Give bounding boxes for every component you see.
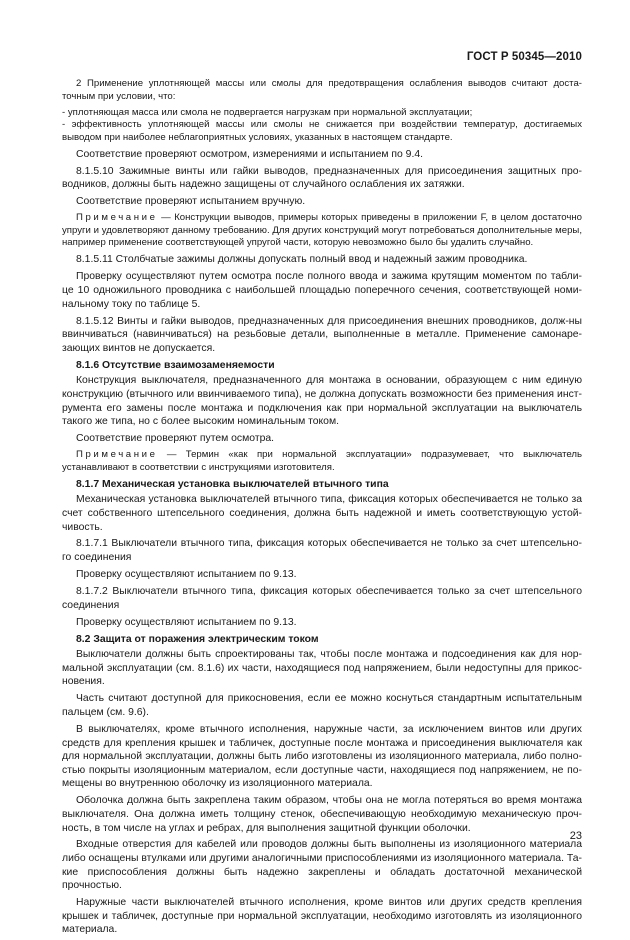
paragraph: В выключателях, кроме втычного исполнения, наружные части, за исключением винтов или других средств для крепления крышек и табличек, доступные после монтажа и присоединения выключателя как для нормальной эксплуатации, должны быть либо изготовлены из изоляционного материала, либо полно-стью покрыты изоляционным материалом, если доступные части, находящиеся под напряжением, не по-мещены во внутреннюю оболочку из изоляционного материала.	[62, 723, 582, 790]
section-heading: 8.1.6 Отсутствие взаимозаменяемости	[76, 359, 275, 371]
paragraph: Соответствие проверяют путем осмотра.	[76, 433, 275, 445]
note-label: Примечание	[76, 449, 158, 461]
note-label: Примечание	[76, 212, 158, 224]
paragraph: Выключатели должны быть спроектированы так, чтобы после монтажа и подсоединения как для нор-мальной эксплуатации (см. 8.1.6) их части, находящиеся под напряжением, были недоступны для прикос-новения.	[62, 649, 582, 688]
paragraph: Соответствие проверяют осмотром, измерениями и испытанием по 9.4.	[76, 148, 424, 160]
paragraph: Конструкция выключателя, предназначенного для монтажа в основании, образующем с ним единую конструкцию (втычного или ввинчиваемого типа), не должна допускать возможности без применения инст-румента его замены после монтажа и подключения как при нормальной эксплуатации на выключатель такого же типа, но с более высоким номинальным током.	[62, 375, 582, 428]
clause-paragraph: 8.1.5.10 Зажимные винты или гайки выводов, предназначенных для присоединения защитных про-водников, должны быть надежно защищены от случайного ослабления их затяжки.	[62, 165, 582, 191]
paragraph: Проверку осуществляют путем осмотра после полного ввода и зажима крутящим моментом по табли-це 10 одножильного проводника с наибольшей площадью поперечного сечения, соответствующей номи-нальному току по таблице 5.	[62, 271, 582, 310]
paragraph: Соответствие проверяют испытанием вручную.	[76, 196, 306, 208]
note-paragraph	[62, 449, 582, 474]
page-number: 23	[569, 830, 582, 842]
clause-paragraph: 8.1.5.11 Столбчатые зажимы должны допускать полный ввод и надежный зажим проводника.	[76, 254, 528, 266]
note-list-item: - эффективность уплотняющей массы или смолы не снижается при воздействии температур, достигаемых выводом при наиболее неблагоприятных условиях, указанных в настоящем стандарте.	[62, 119, 582, 143]
paragraph: Наружные части выключателей втычного исполнения, кроме винтов или других средств крепления крышек и табличек, доступные при нормальной эксплуатации, необходимо изготовлять из изоляционного материала.	[62, 897, 582, 936]
clause-paragraph: 8.1.5.12 Винты и гайки выводов, предназначенных для присоединения внешних проводников, долж-ны ввинчиваться (навинчиваться) на резьбовые детали, выполненные в металле. Применение самонаре-зающих винтов не допускается.	[62, 315, 582, 354]
note-text: — Конструкции выводов, примеры которых приведены в приложении F, в целом достаточно упруги и удовлетворяют данному требованию. Для других конструкций могут потребоваться дополнительные меры, например применение соответствующей упругой части, которую невозможно было бы удалить случайно.	[62, 212, 582, 249]
document-body	[62, 78, 582, 940]
note-text: — Термин «как при нормальной эксплуатации» подразумевает, что выключатель устанавливают в соответствии с инструкциями изготовителя.	[62, 449, 582, 473]
clause-paragraph: 8.1.7.2 Выключатели втычного типа, фиксация которых обеспечивается только за счет штепсельного соединения	[62, 586, 582, 611]
paragraph: Проверку осуществляют испытанием по 9.13.	[76, 616, 297, 628]
note-paragraph: 2 Применение уплотняющей массы или смолы для предотвращения ослабления выводов считают доста-точным при условии, что:	[62, 78, 582, 102]
paragraph: Проверку осуществляют испытанием по 9.13.	[76, 569, 297, 581]
note-list-item: - уплотняющая масса или смола не подвергается нагрузкам при нормальной эксплуатации;	[62, 106, 473, 118]
document-header: ГОСТ Р 50345—2010	[466, 51, 582, 63]
paragraph: Механическая установка выключателей втычного типа, фиксация которых обеспечивается не только за счет собственного штепсельного соединения, должна быть надежной и иметь соответствующую устой-чивость.	[62, 494, 582, 533]
paragraph: Часть считают доступной для прикосновения, если ее можно коснуться стандартным испытательным пальцем (см. 9.6).	[62, 693, 582, 718]
section-heading: 8.2 Защита от поражения электрическим током	[76, 633, 319, 645]
note-paragraph	[62, 212, 582, 250]
clause-paragraph: 8.1.7.1 Выключатели втычного типа, фиксация которых обеспечивается не только за счет штепсельно-го соединения	[62, 538, 582, 564]
section-heading: 8.1.7 Механическая установка выключателей втычного типа	[76, 478, 389, 490]
paragraph: Оболочка должна быть закреплена таким образом, чтобы она не могла потеряться во время монтажа выключателя. Она должна иметь толщину стенок, обеспечивающую необходимую механическую проч-ность, в том числе на углах и ребрах, для выполнения защитной функции оболочки.	[62, 795, 582, 834]
paragraph: Входные отверстия для кабелей или проводов должны быть выполнены из изоляционного материала либо оснащены втулками или другими аналогичными приспособлениями из изоляционного материала. Та-кие приспособления должны быть надежно закреплены и обладать достаточной механической прочностью.	[62, 839, 582, 892]
